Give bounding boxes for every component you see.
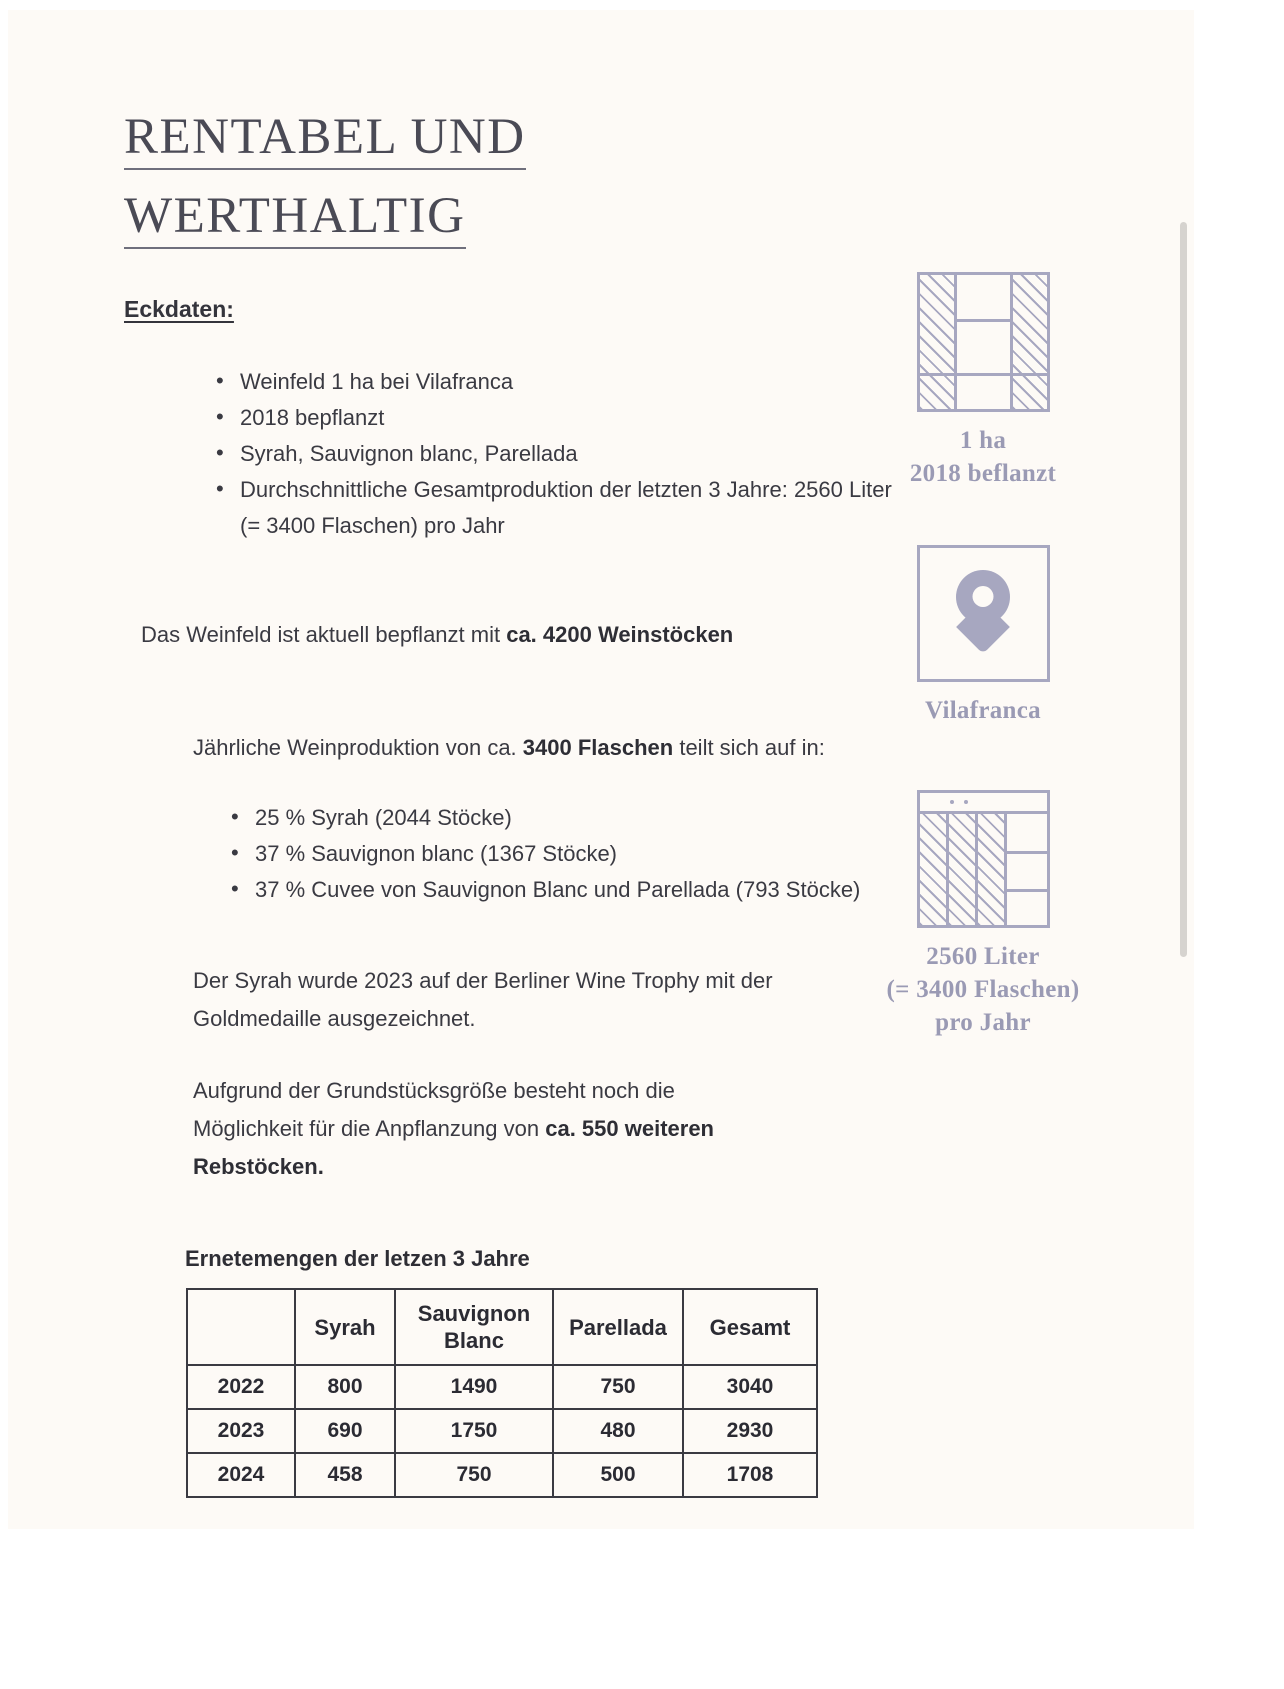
- paragraph-award: Der Syrah wurde 2023 auf der Berliner Wine Trophy mit der Goldmedaille ausgezeichnet.: [193, 968, 773, 1031]
- table-header-syrah: Syrah: [295, 1289, 395, 1365]
- table-row: [187, 1453, 817, 1497]
- icon-caption-location: Vilafranca: [925, 697, 1041, 724]
- list-item: • 37 % Cuvee von Sauvignon Blanc und Parellada (793 Stöcke): [223, 872, 903, 908]
- icon-caption-production-line1: 2560 Liter: [926, 943, 1040, 970]
- icon-block-location: [868, 545, 1098, 727]
- page-edge-left: [0, 0, 8, 1689]
- cell-gesamt: 1708: [683, 1453, 817, 1497]
- icon-caption-field-line2: 2018 beflanzt: [909, 460, 1057, 487]
- table-header-sb-line1: Sauvignon: [417, 1301, 531, 1326]
- page-edge-bottom: [0, 1529, 1284, 1689]
- table-title: Ernetemengen der letzen 3 Jahre: [185, 1246, 530, 1271]
- paragraph-expansion-emphasis: ca. 550 weiteren Rebstöcken.: [193, 1116, 714, 1179]
- table-header-row: [187, 1289, 817, 1365]
- cell-year: 2023: [187, 1409, 295, 1453]
- paragraph-production-text: Jährliche Weinproduktion von ca.: [193, 735, 523, 760]
- page-title: [124, 98, 744, 256]
- paragraph-expansion-text: Aufgrund der Grundstücksgröße besteht noch die Möglichkeit für die Anpflanzung von: [193, 1078, 675, 1141]
- cell-gesamt: 3040: [683, 1365, 817, 1409]
- page-edge-right: [1194, 0, 1284, 1689]
- vineyard-field-icon: [917, 272, 1050, 412]
- vertical-scrollbar[interactable]: [1180, 222, 1187, 957]
- icon-block-production: [868, 790, 1098, 1039]
- table-row: [187, 1409, 817, 1453]
- cell-sauvignon-blanc: 750: [395, 1453, 553, 1497]
- cell-gesamt: 2930: [683, 1409, 817, 1453]
- paragraph-planted-emphasis: ca. 4200 Weinstöcken: [506, 622, 734, 647]
- paragraph-production: [193, 729, 833, 767]
- paragraph-production-emphasis: 3400 Flaschen: [522, 735, 674, 760]
- table-header-year: [187, 1289, 295, 1365]
- icon-block-field: [868, 272, 1098, 490]
- page-title-line2: WERTHALTIG: [124, 188, 466, 249]
- page-title-line1: RENTABEL UND: [124, 109, 526, 170]
- map-pin-icon: [917, 545, 1050, 682]
- table-header-gesamt: Gesamt: [683, 1289, 817, 1365]
- list-item: • Weinfeld 1 ha bei Vilafranca: [208, 364, 908, 400]
- table-header-sauvignon-blanc: [395, 1289, 553, 1365]
- page-edge-top: [0, 0, 1284, 10]
- list-item: • 37 % Sauvignon blanc (1367 Stöcke): [223, 836, 903, 872]
- key-facts-list: [178, 364, 908, 544]
- paragraph-production-suffix: teilt sich auf in:: [673, 735, 825, 760]
- section-heading-eckdaten: Eckdaten:: [124, 296, 234, 322]
- paragraph-planted: [141, 616, 781, 654]
- cell-year: 2024: [187, 1453, 295, 1497]
- cell-parellada: 750: [553, 1365, 683, 1409]
- icon-caption-production-line3: pro Jahr: [935, 1009, 1031, 1036]
- cell-parellada: 500: [553, 1453, 683, 1497]
- table-row: [187, 1365, 817, 1409]
- cell-syrah: 690: [295, 1409, 395, 1453]
- cell-syrah: 458: [295, 1453, 395, 1497]
- cell-year: 2022: [187, 1365, 295, 1409]
- production-split-list: [193, 800, 903, 908]
- list-item: • Syrah, Sauvignon blanc, Parellada: [208, 436, 908, 472]
- list-item: • 25 % Syrah (2044 Stöcke): [223, 800, 903, 836]
- paragraph-planted-text: Das Weinfeld ist aktuell bepflanzt mit: [141, 622, 507, 647]
- list-item: • 2018 bepflanzt: [208, 400, 908, 436]
- paragraph-expansion: [193, 1072, 753, 1186]
- cell-sauvignon-blanc: 1490: [395, 1365, 553, 1409]
- icon-caption-production-line2: (= 3400 Flaschen): [886, 976, 1080, 1003]
- cell-sauvignon-blanc: 1750: [395, 1409, 553, 1453]
- cell-syrah: 800: [295, 1365, 395, 1409]
- icon-caption-field-line1: 1 ha: [959, 427, 1007, 454]
- harvest-table: [186, 1288, 818, 1498]
- vineyard-rows-icon: [917, 790, 1050, 928]
- list-item: • Durchschnittliche Gesamtproduktion der letzten 3 Jahre: 2560 Liter (= 3400 Flaschen) pro Jahr: [208, 472, 908, 544]
- table-header-parellada: Parellada: [553, 1289, 683, 1365]
- table-header-sb-line2: Blanc: [444, 1328, 504, 1353]
- cell-parellada: 480: [553, 1409, 683, 1453]
